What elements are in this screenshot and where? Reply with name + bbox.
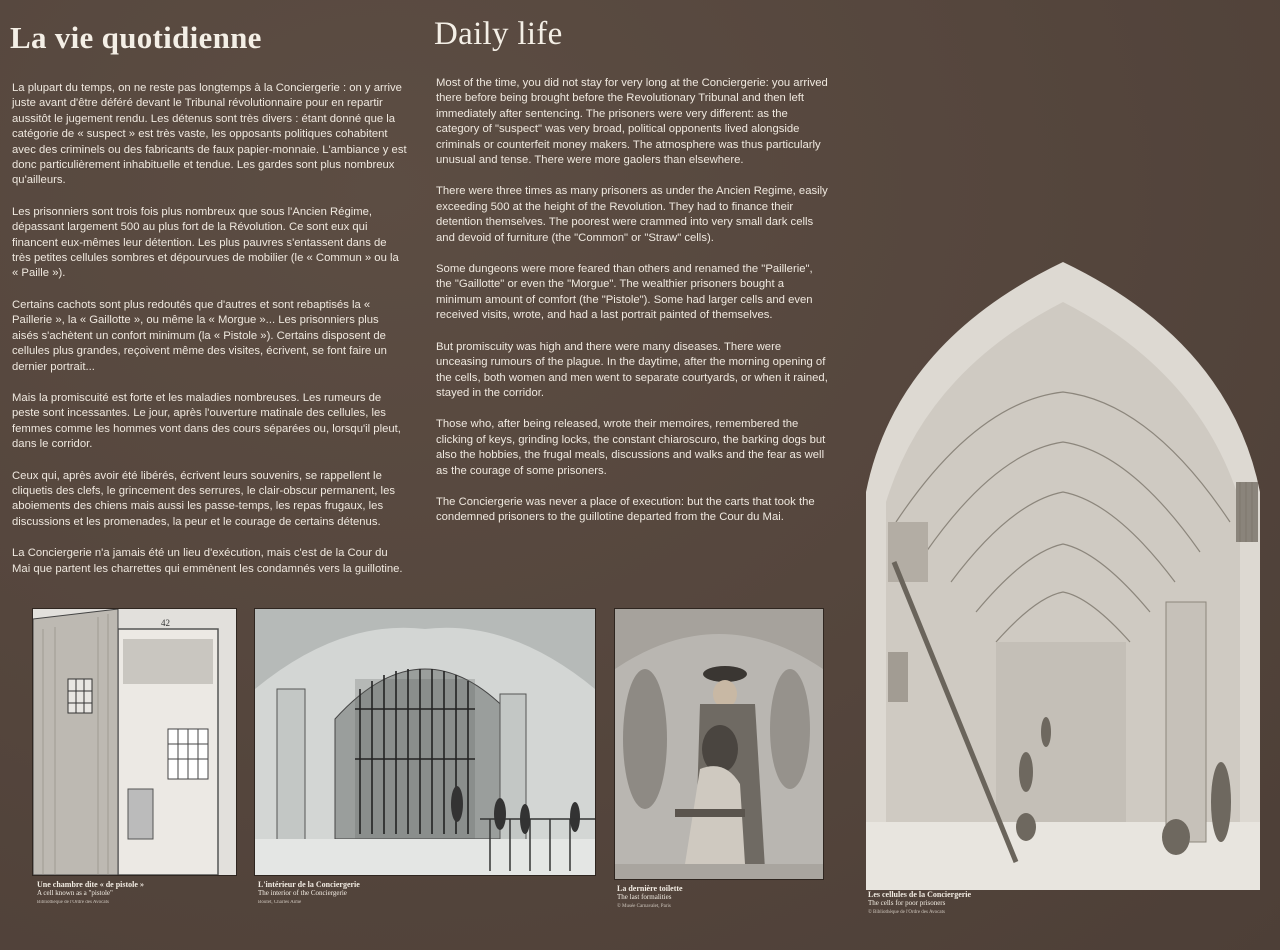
caption-english: The last formalities	[617, 893, 672, 901]
french-paragraph: La plupart du temps, on ne reste pas longtemps à la Conciergerie : on y arrive juste avant d'être déféré devant le Tribunal révolutionnaire pour en repartir aussitôt le jugement rendu. Les détenus sont très divers : étant donné que la catégorie de « suspect » est très vaste, les opposants politiques cohabitent avec des criminels ou des fabricants de faux papier-monnaie. L'ambiance y est donc particulièrement inhabituelle et tendue. Les gardes sont plus nombreux qu'ailleurs.	[12, 82, 407, 187]
french-paragraph: Certains cachots sont plus redoutés que d'autres et sont rebaptisés la « Paillerie », la « Gaillotte », ou même la « Morgue »... Les prisonniers plus aisés s'achètent un confort minimum (la « Pistole »). Certains disposent de cellules plus grandes, reçoivent même des visites, écrivent, se font faire un dernier portrait...	[12, 298, 387, 373]
prison-cells-engraving	[866, 262, 1260, 890]
caption-english: The interior of the Conciergerie	[258, 889, 347, 897]
french-paragraph: Ceux qui, après avoir été libérés, écrivent leurs souvenirs, se rappellent le cliquetis des clefs, le grincement des serrures, le clair-obscur permanent, les aboiements des chiens mais aussi les passe-temps, les repas frugaux, les discussions et les promenades, la peur et le courage de certains détenus.	[12, 469, 396, 528]
caption-french: La dernière toilette	[617, 884, 683, 893]
english-title: Daily life	[434, 16, 563, 52]
last-toilette-painting	[614, 608, 824, 880]
caption-credit: © Bibliothèque de l'Ordre des Avocats	[868, 910, 945, 915]
caption-credit: Boutet, Charles Aimé	[258, 900, 302, 905]
french-title: La vie quotidienne	[10, 20, 262, 55]
caption-french: Une chambre dite « de pistole »	[37, 880, 144, 889]
english-text-column	[436, 76, 828, 542]
caption-english: The cells for poor prisoners	[868, 899, 946, 907]
french-text-column	[12, 81, 407, 593]
caption-french: L'intérieur de la Conciergerie	[258, 880, 360, 889]
french-paragraph: La Conciergerie n'a jamais été un lieu d'exécution, mais c'est de la Cour du Mai que partent les charrettes qui emmènent les condamnés vers la guillotine.	[12, 547, 403, 575]
caption-english: A cell known as a "pistole"	[37, 889, 113, 897]
english-paragraph: There were three times as many prisoners as under the Ancien Regime, easily exceeding 500 at the height of the Revolution. They had to finance their detention themselves. The poorest were crammed into very small dark cells and devoid of furniture (the "Common" or "Straw" cells).	[436, 185, 828, 244]
english-paragraph: Most of the time, you did not stay for very long at the Conciergerie: you arrived there before being brought before the Revolutionary Tribunal and then left immediately after sentencing. The prisoners were very different: as the category of "suspect" was very broad, political opponents lived alongside criminals or counterfeit money makers. The atmosphere was thus particularly unusual and tense. There were more gaolers than elsewhere.	[436, 77, 828, 167]
figure-caption	[868, 890, 1128, 917]
english-paragraph: Those who, after being released, wrote their memoires, remembered the clicking of keys, grinding locks, the constant chiaroscuro, the barking dogs but also the hobbies, the frugal meals, discussions and walks and the fear as well as the courage of some prisoners.	[436, 418, 826, 477]
figure-caption	[37, 880, 237, 907]
french-paragraph: Mais la promiscuité est forte et les maladies nombreuses. Les rumeurs de peste sont incessantes. Le jour, après l'ouverture matinale des cellules, les femmes comme les hommes vont dans des cours séparées ou, lorsqu'il pleut, dans le corridor.	[12, 391, 401, 451]
pistole-cell-engraving	[32, 608, 237, 876]
caption-credit: © Musée Carnavalet, Paris	[617, 904, 671, 909]
french-paragraph: Les prisonniers sont trois fois plus nombreux que sous l'Ancien Régime, dépassant largement 500 au plus fort de la Révolution. Ce sont eux qui financent eux-mêmes leur détention. Les plus pauvres s'entassent dans de très petites cellules sombres et dépourvues de mobilier (le « Commun » ou la « Paille »).	[12, 205, 399, 280]
conciergerie-interior-engraving	[254, 608, 596, 876]
english-paragraph: The Conciergerie was never a place of execution: but the carts that took the condemned prisoners to the guillotine departed from the Cour du Mai.	[436, 495, 815, 524]
figure-caption	[258, 880, 508, 907]
door-number: 42	[161, 618, 170, 628]
figure-caption	[617, 884, 822, 911]
english-paragraph: Some dungeons were more feared than others and renamed the "Paillerie", the "Gaillotte" or even the "Morgue". The wealthier prisoners bought a minimum amount of comfort (the "Pistole"). Some had larger cells and even received visits, wrote, and had a last portrait painted of themselves.	[436, 263, 813, 322]
english-paragraph: But promiscuity was high and there were many diseases. There were unceasing rumours of the plague. In the daytime, after the morning opening of the cells, both women and men went to separate courtyards, or when it rained, stayed in the corridor.	[436, 340, 828, 399]
caption-french: Les cellules de la Conciergerie	[868, 890, 972, 899]
caption-credit: Bibliothèque de l'Ordre des Avocats	[37, 900, 109, 905]
